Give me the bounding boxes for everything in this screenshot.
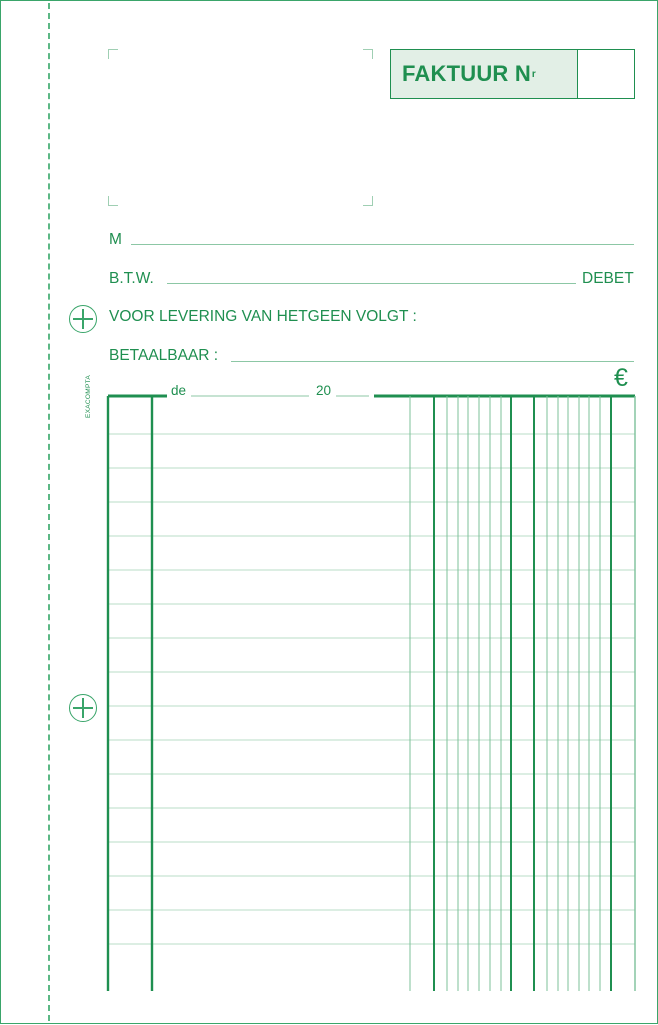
euro-currency-symbol: € (614, 364, 628, 392)
invoice-title-sup: r (531, 68, 536, 80)
btw-label: B.T.W. (109, 270, 154, 287)
date-prefix: de (171, 383, 187, 398)
debet-label: DEBET (582, 270, 634, 287)
m-label: M (109, 231, 122, 248)
ledger-table (1, 1, 658, 1025)
invoice-title-text: FAKTUUR N (402, 61, 531, 86)
delivery-label: VOOR LEVERING VAN HETGEEN VOLGT : (109, 308, 417, 325)
payable-label: BETAALBAAR : (109, 347, 219, 364)
year-prefix: 20 (316, 383, 332, 398)
brand-mark: EXACOMPTA (85, 375, 92, 419)
